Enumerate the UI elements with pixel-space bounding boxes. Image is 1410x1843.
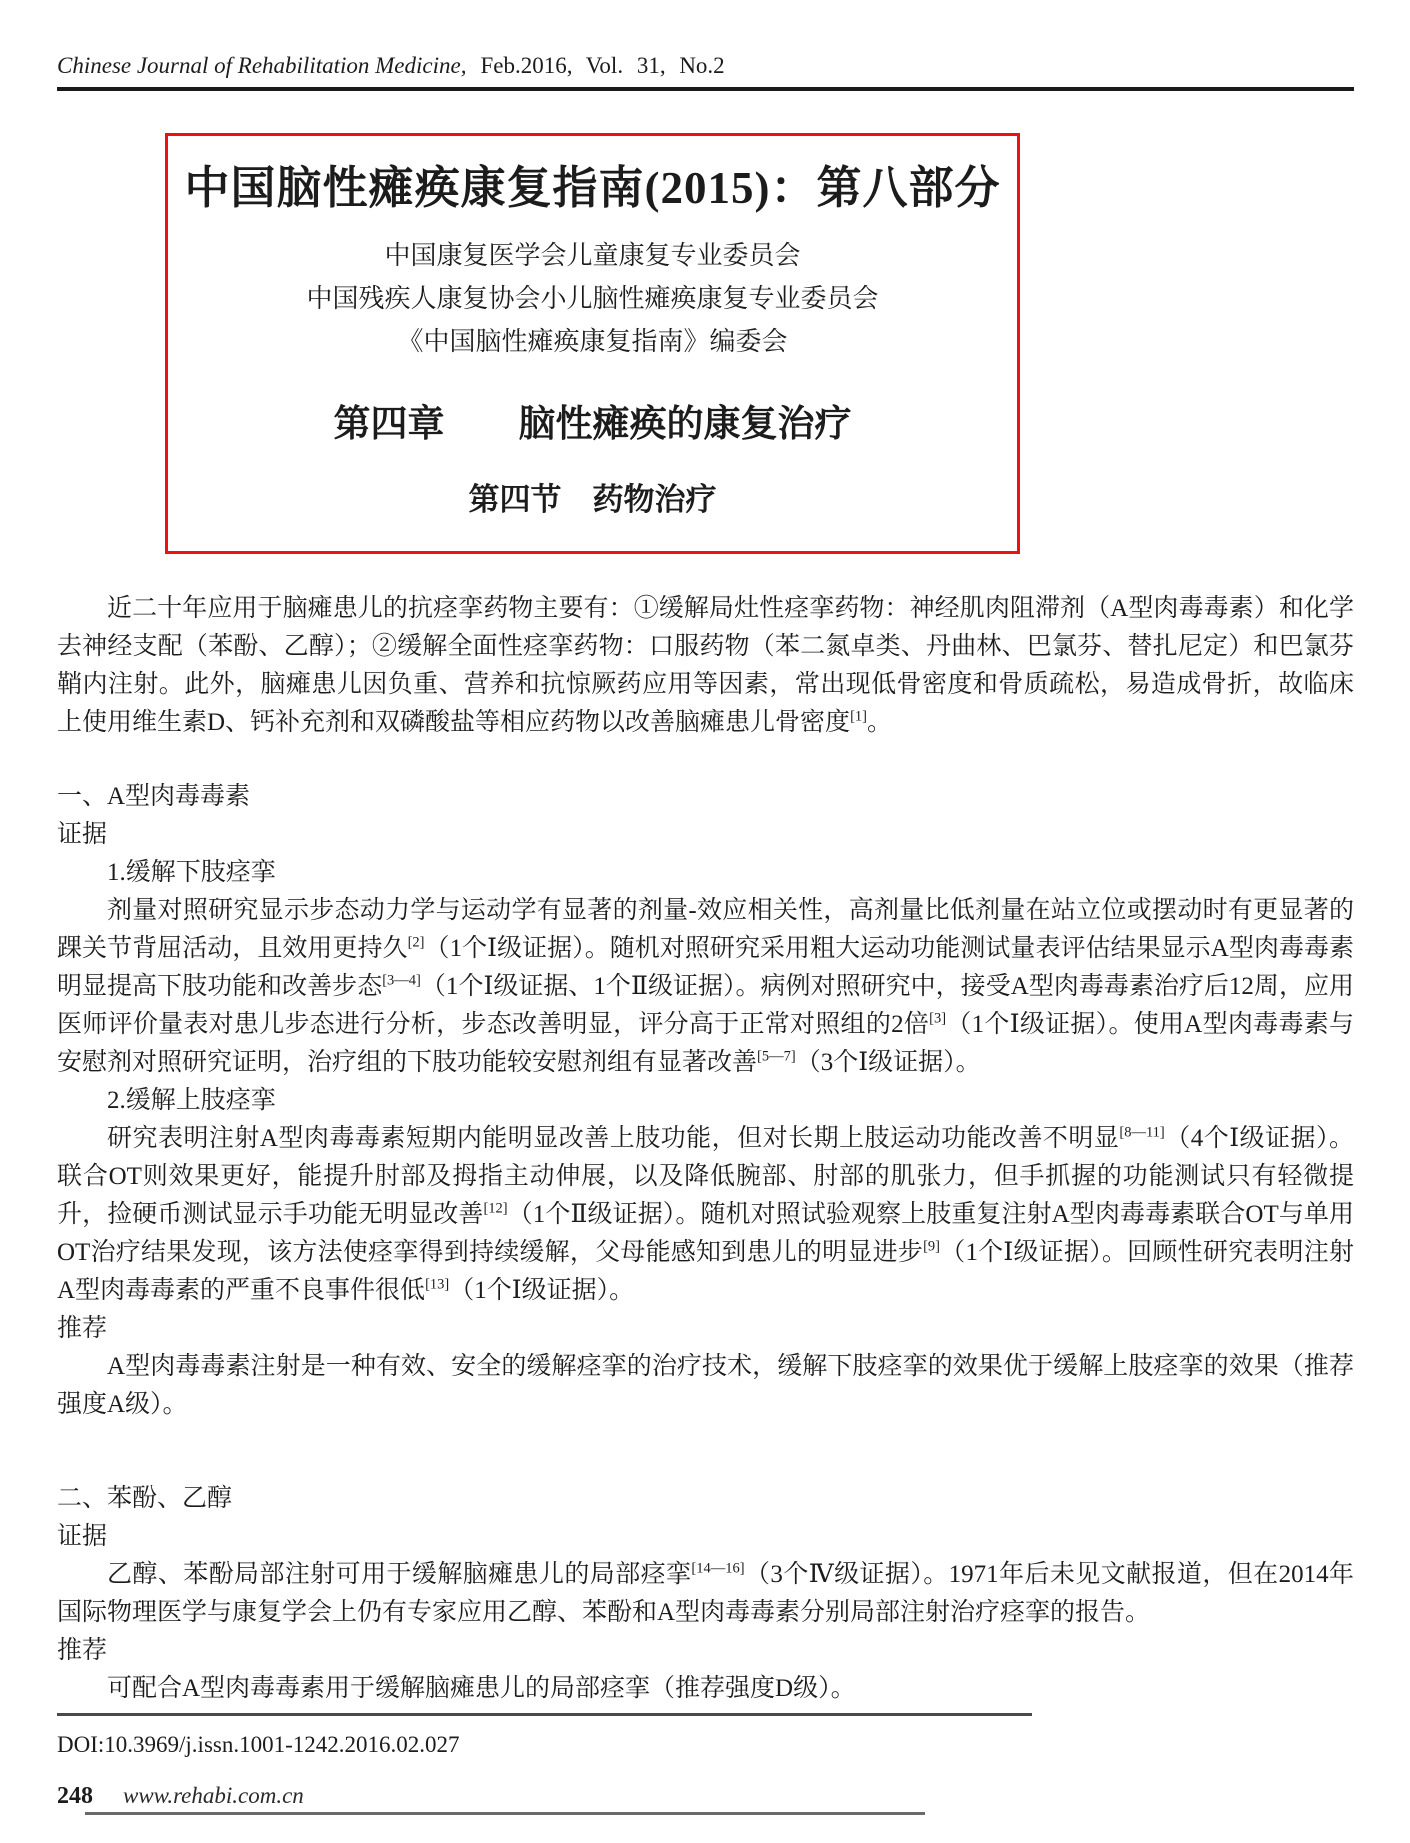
text-run: 证据 <box>57 821 108 848</box>
author-lines <box>178 234 1007 363</box>
chapter-title: 第四章 脑性瘫痪的康复治疗 <box>333 404 852 445</box>
article-title: 中国脑性瘫痪康复指南(2015)：第八部分 <box>184 163 1001 213</box>
citation-reference: [3—4] <box>382 972 421 989</box>
page-bottom-rule <box>85 1812 925 1815</box>
footnote-rule <box>57 1713 1032 1716</box>
article-body <box>57 590 1354 1708</box>
section-heading <box>57 1480 1354 1518</box>
citation-reference: [2] <box>407 934 425 951</box>
page-number: 248 <box>57 1783 93 1809</box>
text-run: 剂量对照研究显示步态动力学与运动学有显著的剂量-效应相关性，高剂量比低剂量在站立位或摆动时有更显著的踝关节背屈活动，且效用更持久 <box>57 897 1354 962</box>
paragraph <box>57 892 1354 1082</box>
text-run: 推荐 <box>57 1315 108 1342</box>
citation-reference: [13] <box>425 1276 450 1293</box>
citation-reference: [3] <box>929 1010 947 1027</box>
issue-info: Feb.2016, Vol. 31, No.2 <box>480 53 725 78</box>
text-run: （1个Ⅰ级证据）。使用A型肉毒毒素与安慰剂对照研究证明，治疗组的下肢功能较安慰剂组有显著改善 <box>57 1011 1354 1076</box>
title-box <box>165 133 1020 554</box>
page-footer <box>57 1782 304 1810</box>
section-title: 第四节 药物治疗 <box>468 482 717 517</box>
running-head <box>57 52 1354 80</box>
sub-section-heading <box>57 1082 1354 1120</box>
citation-reference: [14—16] <box>691 1560 745 1577</box>
section-label <box>57 1518 1354 1556</box>
text-run: 证据 <box>57 1523 108 1550</box>
text-run: 乙醇、苯酚局部注射可用于缓解脑瘫患儿的局部痉挛 <box>107 1561 692 1588</box>
author-line: 中国康复医学会儿童康复专业委员会 <box>384 241 801 270</box>
journal-name: Chinese Journal of Rehabilitation Medicine, <box>57 53 467 78</box>
sub-section-heading <box>57 854 1354 892</box>
text-run: （1个Ⅰ级证据、1个Ⅱ级证据）。病例对照研究中，接受A型肉毒毒素治疗后12周，应用医师评价量表对患儿步态进行分析，步态改善明显，评分高于正常对照组的2倍 <box>57 973 1354 1038</box>
citation-reference: [5—7] <box>757 1048 796 1065</box>
paragraph <box>57 590 1354 742</box>
text-run: （1个Ⅱ级证据）。随机对照试验观察上肢重复注射A型肉毒毒素联合OT与单用OT治疗结果发现，该方法使痉挛得到持续缓解，父母能感知到患儿的明显进步 <box>57 1201 1354 1266</box>
header-rule <box>57 87 1354 91</box>
paragraph <box>57 1556 1354 1632</box>
text-run: （4个Ⅰ级证据）。联合OT则效果更好，能提升肘部及拇指主动伸展，以及降低腕部、肘部的肌张力，但手抓握的功能测试只有轻微提升，捡硬币测试显示手功能无明显改善 <box>57 1125 1354 1228</box>
journal-website: www.rehabi.com.cn <box>123 1783 304 1808</box>
section-label <box>57 1310 1354 1348</box>
section-heading <box>57 778 1354 816</box>
author-line: 中国残疾人康复协会小儿脑性瘫痪康复专业委员会 <box>306 284 879 313</box>
paragraph <box>57 1348 1354 1424</box>
author-line: 《中国脑性瘫痪康复指南》编委会 <box>397 327 788 356</box>
text-run: 可配合A型肉毒毒素用于缓解脑瘫患儿的局部痉挛（推荐强度D级）。 <box>107 1675 856 1702</box>
text-run: 推荐 <box>57 1637 108 1664</box>
section-label <box>57 816 1354 854</box>
text-run: 研究表明注射A型肉毒毒素短期内能明显改善上肢功能，但对长期上肢运动功能改善不明显 <box>107 1125 1120 1152</box>
citation-reference: [12] <box>483 1200 508 1217</box>
paragraph <box>57 1670 1354 1708</box>
citation-reference: [9] <box>923 1238 940 1255</box>
text-run: 近二十年应用于脑瘫患儿的抗痉挛药物主要有：①缓解局灶性痉挛药物：神经肌肉阻滞剂（A型肉毒毒素）和化学去神经支配（苯酚、乙醇）；②缓解全面性痉挛药物：口服药物（苯二氮卓类、丹曲林、巴氯芬、替扎尼定）和巴氯芬鞘内注射。此外，脑瘫患儿因负重、营养和抗惊厥药应用等因素，常出现低骨密度和骨质疏松，易造成骨折，故临床上使用维生素D、钙补充剂和双磷酸盐等相应药物以改善脑瘫患儿骨密度 <box>57 595 1354 736</box>
text-run: （1个Ⅰ级证据）。回顾性研究表明注射A型肉毒毒素的严重不良事件很低 <box>57 1239 1354 1304</box>
section-label <box>57 1632 1354 1670</box>
paragraph <box>57 1120 1354 1310</box>
citation-reference: [8—11] <box>1119 1124 1165 1141</box>
text-run: 2.缓解上肢痉挛 <box>107 1087 276 1114</box>
citation-reference: [1] <box>850 708 867 725</box>
text-run: （1个Ⅰ级证据）。 <box>449 1277 635 1304</box>
text-run: 二、苯酚、乙醇 <box>57 1485 233 1512</box>
text-run: A型肉毒毒素注射是一种有效、安全的缓解痉挛的治疗技术，缓解下肢痉挛的效果优于缓解上肢痉挛的效果（推荐强度A级）。 <box>57 1353 1354 1418</box>
text-run: （3个Ⅳ级证据）。1971年后未见文献报道，但在2014年国际物理医学与康复学会上仍有专家应用乙醇、苯酚和A型肉毒毒素分别局部注射治疗痉挛的报告。 <box>57 1561 1354 1626</box>
text-run: （1个Ⅰ级证据）。随机对照研究采用粗大运动功能测试量表评估结果显示A型肉毒毒素明显提高下肢功能和改善步态 <box>57 935 1354 1000</box>
text-run: 1.缓解下肢痉挛 <box>107 859 276 886</box>
doi: DOI:10.3969/j.issn.1001-1242.2016.02.027 <box>57 1732 460 1757</box>
text-run: （3个Ⅰ级证据）。 <box>795 1049 981 1076</box>
text-run: 。 <box>866 709 892 736</box>
text-run: 一、A型肉毒毒素 <box>57 783 251 810</box>
